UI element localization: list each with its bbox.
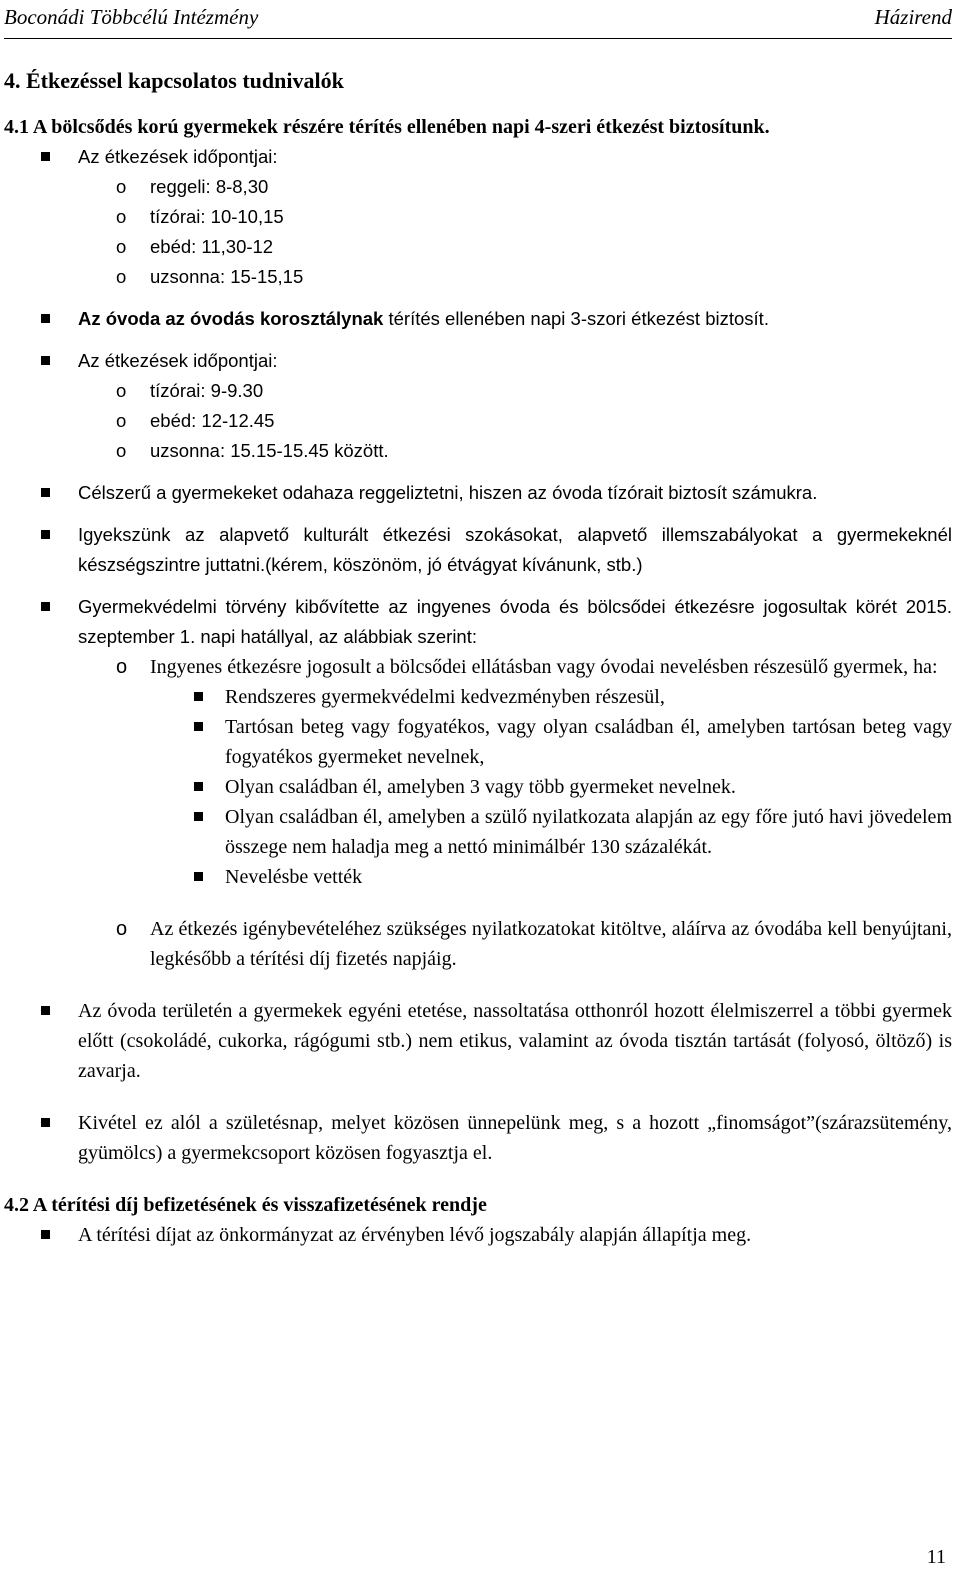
list-item	[4, 304, 952, 334]
subsection-4-1-intro: 4.1 A bölcsődés korú gyermekek részére térítés ellenében napi 4-szeri étkezést biztosítunk.	[4, 116, 770, 138]
list-item: o Az étkezés igénybevételéhez szükséges nyilatkozatokat kitöltve, aláírva az óvodába kell benyújtani, legkésőbb a térítési díj fizetés napjáig.	[4, 914, 952, 974]
list-item: Az étkezések időpontjai:	[4, 346, 952, 376]
list-item: o Ingyenes étkezésre jogosult a bölcsődei ellátásban vagy óvodai nevelésben részesülő gyermek, ha:	[4, 652, 952, 682]
list-item: Igyekszünk az alapvető kulturált étkezési szokásokat, alapvető illemszabályokat a gyermekeknél készségszintre juttatni.(kérem, köszönöm, jó étvágyat kívánunk, stb.)	[4, 520, 952, 580]
list-item: Gyermekvédelmi törvény kibővítette az ingyenes óvoda és bölcsődei étkezésre jogosultak körét 2015. szeptember 1. napi hatállyal, az alábbiak szerint:	[4, 592, 952, 652]
list-item: Tartósan beteg vagy fogyatékos, vagy olyan családban él, amelyben tartósan beteg vagy fogyatékos gyermeket nevelnek,	[4, 712, 952, 772]
header-institution: Boconádi Többcélú Intézmény	[4, 5, 259, 29]
list-item: o uzsonna: 15.15-15.45 között.	[4, 436, 952, 466]
list-item: Nevelésbe vették	[4, 862, 952, 892]
list-item: o ebéd: 11,30-12	[4, 232, 952, 262]
list-item: Az óvoda területén a gyermekek egyéni etetése, nassoltatása otthonról hozott élelmiszerrel a többi gyermek előtt (csokoládé, cukorka, rágógumi stb.) nem etikus, valamint az óvoda tisztán tartását (folyosó, öltöző) is zavarja.	[4, 996, 952, 1086]
subsection-4-2-title: 4.2 A térítési díj befizetésének és visszafizetésének rendje	[4, 1194, 487, 1216]
kinder-bold-text: Az óvoda az óvodás korosztálynak	[78, 308, 384, 329]
list-item: Az étkezések időpontjai:	[4, 142, 952, 172]
header-document-type: Házirend	[874, 5, 952, 29]
page-number: 11	[926, 1546, 946, 1568]
list-item: o tízórai: 10-10,15	[4, 202, 952, 232]
document-body	[4, 66, 952, 1250]
kinder-text: térítés ellenében napi 3-szori étkezést biztosít.	[383, 308, 769, 329]
list-item: o tízórai: 9-9.30	[4, 376, 952, 406]
list-item: A térítési díjat az önkormányzat az érvényben lévő jogszabály alapján állapítja meg.	[4, 1220, 952, 1250]
page-header	[4, 0, 952, 39]
section-title: 4. Étkezéssel kapcsolatos tudnivalók	[4, 68, 344, 93]
list-item: Kivétel ez alól a születésnap, melyet közösen ünnepelünk meg, s a hozott „finomságot”(szárazsütemény, gyümölcs) a gyermekcsoport közösen fogyasztja el.	[4, 1108, 952, 1168]
list-item: Célszerű a gyermekeket odahaza reggeliztetni, hiszen az óvoda tízórait biztosít számukra.	[4, 478, 952, 508]
list-item: Olyan családban él, amelyben a szülő nyilatkozata alapján az egy főre jutó havi jövedelem összege nem haladja meg a nettó minimálbér 130 százalékát.	[4, 802, 952, 862]
list-item: o uzsonna: 15-15,15	[4, 262, 952, 292]
list-item: o ebéd: 12-12.45	[4, 406, 952, 436]
list-item: Rendszeres gyermekvédelmi kedvezményben részesül,	[4, 682, 952, 712]
list-item: Olyan családban él, amelyben 3 vagy több gyermeket nevelnek.	[4, 772, 952, 802]
list-item: o reggeli: 8-8,30	[4, 172, 952, 202]
